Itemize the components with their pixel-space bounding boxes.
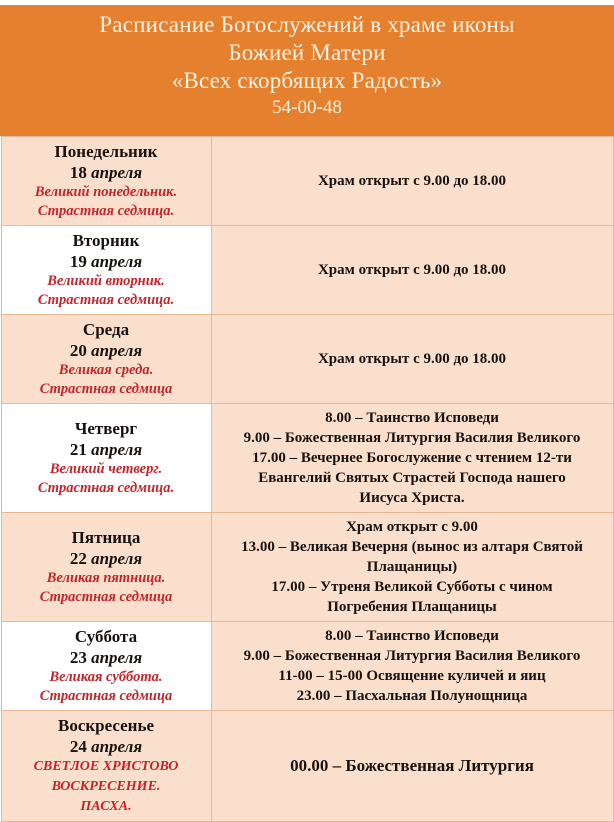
table-row bbox=[1, 137, 613, 226]
day-cell bbox=[1, 513, 211, 622]
service-info-line: 9.00 – Божественная Литургия Василия Великого bbox=[243, 648, 581, 664]
service-info-line: 8.00 – Таинство Исповеди bbox=[325, 410, 499, 426]
service-info-cell bbox=[211, 711, 613, 822]
day-date-number: 20 bbox=[69, 341, 87, 360]
service-info-line: Храм открыт с 9.00 до 18.00 bbox=[317, 262, 507, 278]
service-info-line: 13.00 – Великая Вечерня (вынос из алтаря Святой bbox=[241, 539, 583, 555]
day-cell bbox=[1, 622, 211, 711]
service-schedule-table bbox=[1, 136, 614, 822]
service-info-line: Иисуса Христа. bbox=[359, 490, 465, 506]
service-info-cell bbox=[211, 622, 613, 711]
day-date-month: апреля bbox=[91, 549, 143, 568]
service-info-cell bbox=[211, 137, 613, 226]
day-date-number: 18 bbox=[69, 163, 87, 182]
header-title-line-1: Расписание Богослужений в храме иконы bbox=[99, 12, 515, 37]
day-liturgical-note: Великая среда. bbox=[58, 362, 154, 378]
day-name: Понедельник bbox=[54, 142, 158, 161]
service-info-cell bbox=[211, 513, 613, 622]
table-row bbox=[1, 226, 613, 315]
schedule-body bbox=[1, 137, 613, 822]
day-liturgical-note: Великая пятница. bbox=[46, 570, 166, 586]
day-date-number: 24 bbox=[69, 737, 87, 756]
day-name: Среда bbox=[82, 320, 130, 339]
day-date-number: 21 bbox=[69, 440, 87, 459]
day-liturgical-note: Великий вторник. bbox=[47, 273, 165, 289]
day-liturgical-note: Страстная седмица. bbox=[37, 292, 175, 308]
service-info-line: Храм открыт с 9.00 до 18.00 bbox=[317, 173, 507, 189]
table-row bbox=[1, 622, 613, 711]
day-date-month: апреля bbox=[91, 252, 143, 271]
day-cell bbox=[1, 404, 211, 513]
day-name: Вторник bbox=[72, 231, 140, 250]
day-liturgical-note: Великий четверг. bbox=[49, 461, 163, 477]
day-cell bbox=[1, 137, 211, 226]
day-liturgical-note: Страстная седмица. bbox=[37, 203, 175, 219]
service-info-line: 11-00 – 15-00 Освящение куличей и яиц bbox=[278, 668, 546, 684]
table-row bbox=[1, 404, 613, 513]
service-info-line: Евангелий Святых Страстей Господа нашего bbox=[258, 470, 566, 486]
service-info-line: Храм открыт с 9.00 до 18.00 bbox=[317, 351, 507, 367]
day-date bbox=[7, 548, 206, 569]
service-info-cell bbox=[211, 404, 613, 513]
day-liturgical-note: СВЕТЛОЕ ХРИСТОВО bbox=[33, 759, 179, 774]
day-name: Воскресенье bbox=[57, 716, 154, 735]
day-liturgical-note: Страстная седмица bbox=[39, 381, 173, 397]
header-phone-number: 54-00-48 bbox=[272, 97, 342, 118]
service-info-line: 9.00 – Божественная Литургия Василия Великого bbox=[243, 430, 581, 446]
day-liturgical-note: Страстная седмица. bbox=[37, 480, 175, 496]
service-info-line: Плащаницы) bbox=[366, 559, 458, 575]
day-date-number: 19 bbox=[69, 252, 87, 271]
day-date-number: 22 bbox=[69, 549, 87, 568]
day-date-month: апреля bbox=[91, 440, 143, 459]
service-info-line: 17.00 – Вечернее Богослужение с чтением 12-ти bbox=[252, 450, 572, 466]
day-date-number: 23 bbox=[69, 648, 87, 667]
day-date-month: апреля bbox=[91, 163, 143, 182]
day-liturgical-note: Великая суббота. bbox=[49, 669, 163, 685]
service-info-line: 23.00 – Пасхальная Полунощница bbox=[296, 688, 528, 704]
day-name: Суббота bbox=[74, 627, 138, 646]
poster-header bbox=[0, 5, 614, 136]
day-date bbox=[7, 162, 206, 183]
day-name: Четверг bbox=[74, 419, 138, 438]
day-date bbox=[7, 647, 206, 668]
day-liturgical-note: ПАСХА. bbox=[80, 799, 132, 814]
day-date bbox=[7, 251, 206, 272]
header-title-line-2: Божией Матери bbox=[228, 40, 386, 65]
table-row bbox=[1, 513, 613, 622]
service-info-cell bbox=[211, 315, 613, 404]
table-row bbox=[1, 711, 613, 822]
day-liturgical-note: Страстная седмица bbox=[39, 688, 173, 704]
header-title-line-3: «Всех скорбящих Радость» bbox=[171, 68, 443, 93]
service-info-line: Погребения Плащаницы bbox=[327, 599, 497, 615]
day-liturgical-note: Страстная седмица bbox=[39, 589, 173, 605]
day-date bbox=[7, 340, 206, 361]
day-liturgical-note: Великий понедельник. bbox=[34, 184, 178, 200]
service-info-line: 17.00 – Утреня Великой Субботы с чином bbox=[271, 579, 553, 595]
day-liturgical-note: ВОСКРЕСЕНИЕ. bbox=[51, 779, 161, 794]
service-info-line: 8.00 – Таинство Исповеди bbox=[325, 628, 499, 644]
day-cell bbox=[1, 315, 211, 404]
day-date-month: апреля bbox=[91, 648, 143, 667]
day-cell bbox=[1, 711, 211, 822]
day-date bbox=[7, 439, 206, 460]
service-info-cell bbox=[211, 226, 613, 315]
service-info-line: Храм открыт с 9.00 bbox=[346, 519, 478, 535]
day-date bbox=[7, 736, 206, 757]
service-info-line: 00.00 – Божественная Литургия bbox=[290, 756, 534, 775]
table-row bbox=[1, 315, 613, 404]
day-name: Пятница bbox=[71, 528, 141, 547]
day-date-month: апреля bbox=[91, 737, 143, 756]
day-cell bbox=[1, 226, 211, 315]
day-date-month: апреля bbox=[91, 341, 143, 360]
